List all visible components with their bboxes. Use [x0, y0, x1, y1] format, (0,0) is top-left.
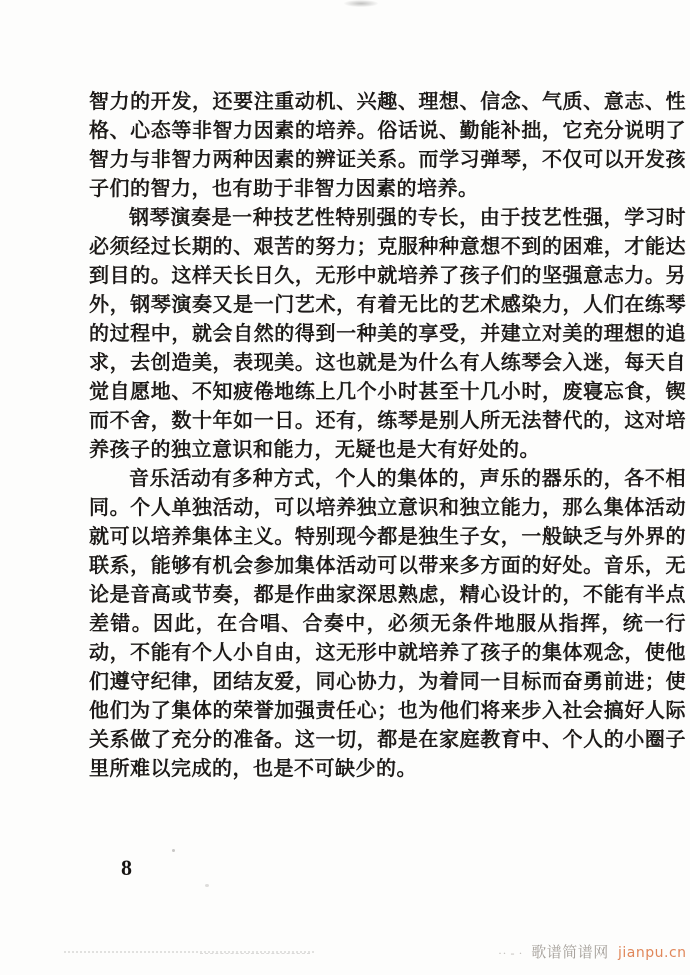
watermark-site-name: 歌谱简谱网	[531, 945, 609, 961]
page-text-block	[89, 88, 686, 784]
scan-speck-icon	[627, 137, 631, 140]
paragraph-music-activities: 音乐活动有多种方式，个人的集体的，声乐的器乐的，各不相同。个人单独活动，可以培养独立意识和独立能力，那么集体活动就可以培养集体主义。特别现今都是独生子女，一般缺乏与外界的联系，能够有机会参加集体活动可以带来多方面的好处。音乐，无论是音高或节奏，都是作曲家深思熟虑，精心设计的，不能有半点差错。因此，在合唱、合奏中，必须无条件地服从指挥，统一行动，不能有个人小自由，这无形中就培养了孩子的集体观念，使他们遵守纪律，团结友爱，同心协力，为着同一目标而奋勇前进；使他们为了集体的荣誉加强责任心；也为他们将来步入社会搞好人际关系做了充分的准备。这一切，都是在家庭教育中、个人的小圈子里所难以完成的，也是不可缺少的。	[89, 468, 686, 780]
watermark	[498, 944, 687, 962]
scan-speck-icon	[205, 884, 209, 887]
scan-speck-icon	[172, 849, 175, 852]
page-number: 8	[121, 855, 132, 880]
watermark-noise-dashes: ·· - ·	[498, 946, 523, 960]
scan-smudge-icon	[344, 0, 378, 7]
paragraph-piano-performance: 钢琴演奏是一种技艺性特别强的专长，由于技艺性强，学习时必须经过长期的、艰苦的努力；克服种种意想不到的困难，才能达到目的。这样天长日久，无形中就培养了孩子们的坚强意志力。另外，钢琴演奏又是一门艺术，有着无比的艺术感染力，人们在练琴的过程中，就会自然的得到一种美的享受，并建立对美的理想的追求，去创造美，表现美。这也就是为什么有人练琴会入迷，每天自觉自愿地、不知疲倦地练上几个小时甚至十几小时，废寝忘食，锲而不舍，数十年如一日。还有，练琴是别人所无法替代的，这对培养孩子的独立意识和能力，无疑也是大有好处的。	[89, 207, 686, 461]
watermark-site-url: jianpu.cn	[618, 945, 687, 961]
scan-noise-dashes	[200, 953, 310, 954]
paragraph-continuation: 智力的开发，还要注重动机、兴趣、理想、信念、气质、意志、性格、心态等非智力因素的培养。俗话说、勤能补拙，它充分说明了智力与非智力两种因素的辨证关系。而学习弹琴，不仅可以开发孩子们的智力，也有助于非智力因素的培养。	[89, 91, 686, 200]
